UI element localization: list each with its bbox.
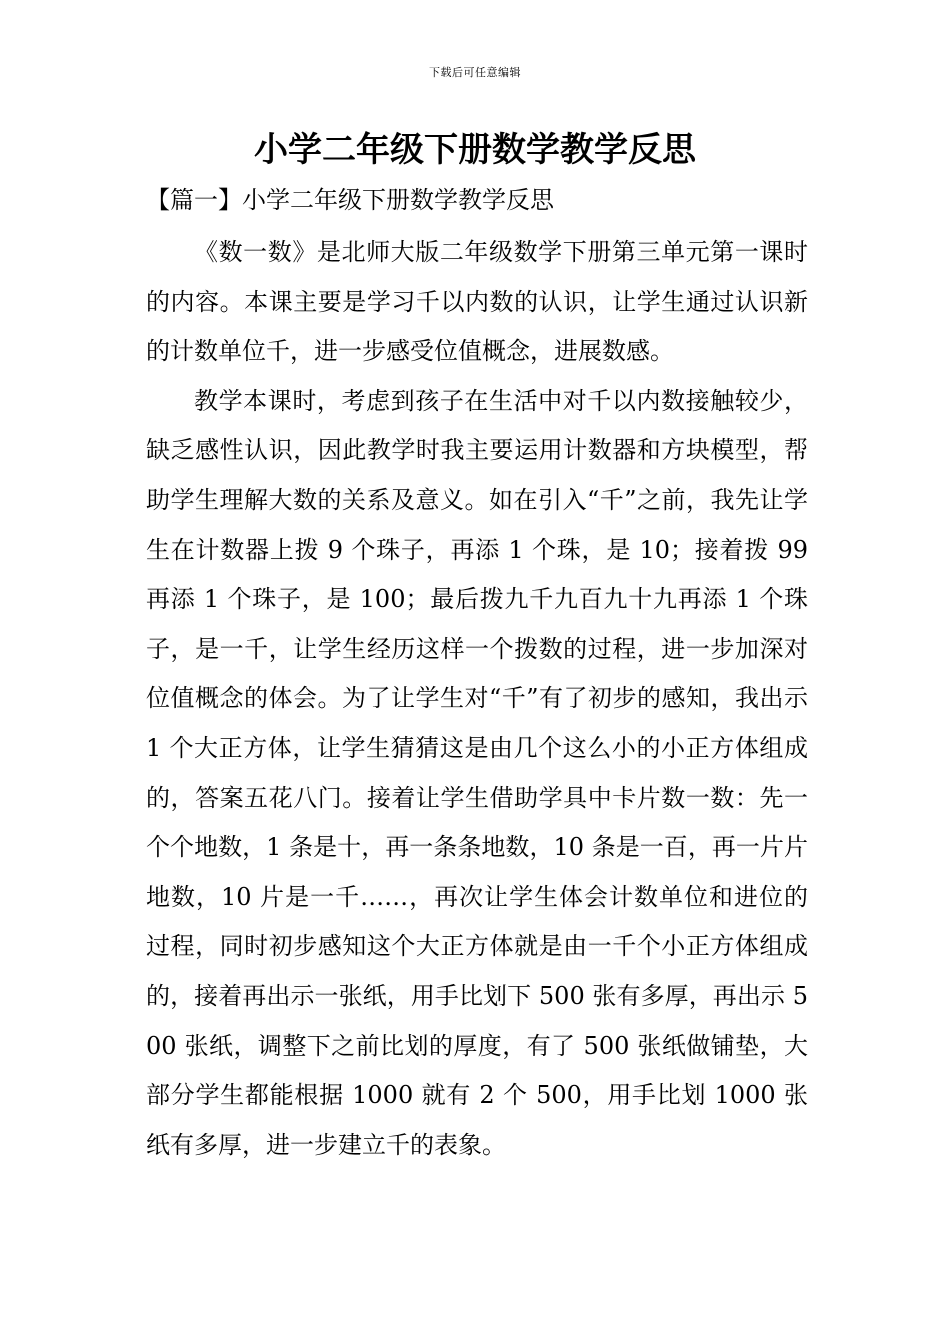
paragraph-intro: 《数一数》是北师大版二年级数学下册第三单元第一课时的内容。本课主要是学习千以内数的认识，让学生通过认识新的计数单位千，进一步感受位值概念，进展数感。 (146, 238, 808, 366)
document-title: 小学二年级下册数学教学反思 (254, 130, 696, 170)
document-body (146, 228, 808, 1170)
paragraph-teaching-process: 教学本课时，考虑到孩子在生活中对千以内数接触较少，缺乏感性认识，因此教学时我主要运用计数器和方块模型，帮助学生理解大数的关系及意义。如在引入“千”之前，我先让学生在计数器上拨 9 个珠子，再添 1 个珠，是 10；接着拨 99 再添 1 个珠子，是 100；最后拨九千九百九十九再添 1 个珠子，是一千，让学生经历这样一个拨数的过程，进一步加深对位值概念的体会。为了让学生对“千”有了初步的感知，我出示 1 个大正方体，让学生猜猜这是由几个这么小的小正方体组成的，答案五花八门。接着让学生借助学具中卡片数一数：先一个个地数，1 条是十，再一条条地数，10 条是一百，再一片片地数，10 片是一千……，再次让学生体会计数单位和进位的过程，同时初步感知这个大正方体就是由一千个小正方体组成的，接着再出示一张纸，用手比划下 500 张有多厚，再出示 500 张纸，调整下之前比划的厚度，有了 500 张纸做铺垫，大部分学生都能根据 1000 就有 2 个 500，用手比划 1000 张纸有多厚，进一步建立千的表象。 (146, 386, 808, 1159)
section-heading: 【篇一】小学二年级下册数学教学反思 (146, 186, 554, 214)
page-header-note: 下载后可任意编辑 (429, 66, 521, 79)
